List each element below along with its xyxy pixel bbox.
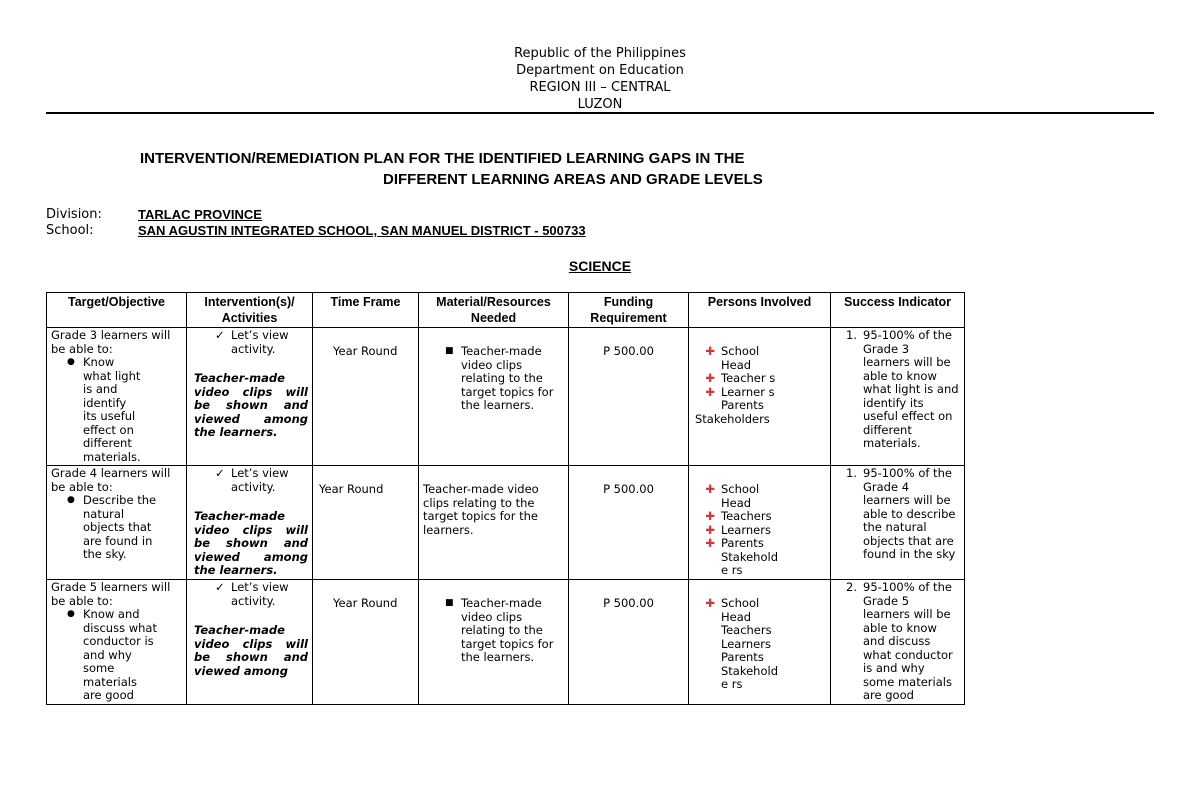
success-text: 95-100% of the Grade 4 learners will be able to describe the natural objects that are found in the sky xyxy=(863,466,956,561)
bullet-icon: ● xyxy=(67,609,75,619)
timeframe-text: Year Round xyxy=(333,596,398,610)
timeframe-cell xyxy=(313,328,419,466)
funding-text: P 500.00 xyxy=(603,344,654,358)
materials-item xyxy=(423,329,564,413)
person-row xyxy=(693,524,826,538)
header-persons: Persons Involved xyxy=(689,293,831,328)
persons-list xyxy=(693,581,826,692)
persons-cell xyxy=(689,580,831,705)
success-item xyxy=(835,329,960,451)
check-icon: ✓ xyxy=(215,466,225,480)
funding-cell xyxy=(569,580,689,705)
activity-item xyxy=(191,467,308,494)
person-extra: Stakeholders xyxy=(695,411,770,426)
materials-cell xyxy=(419,328,569,466)
target-intro: Grade 5 learners will be able to: xyxy=(51,580,171,608)
materials-cell xyxy=(419,580,569,705)
person-text: Teacher s xyxy=(721,371,776,385)
bullet-icon: ● xyxy=(67,357,75,367)
materials-item xyxy=(423,581,564,665)
header-materials: Material/Resources Needed xyxy=(419,293,569,328)
target-intro: Grade 4 learners will be able to: xyxy=(51,466,171,494)
header-line-3: REGION III – CENTRAL xyxy=(529,80,671,95)
funding-text: P 500.00 xyxy=(603,482,654,496)
target-item: Know what light is and identify its useful effect on different materials. xyxy=(83,355,141,464)
person-text: Learner s xyxy=(721,384,775,399)
header-timeframe: Time Frame xyxy=(313,293,419,328)
target-item: Describe the natural objects that are found in the sky. xyxy=(83,493,157,561)
target-cell xyxy=(47,328,187,466)
check-icon: ✓ xyxy=(215,580,225,594)
header-funding: Funding Requirement xyxy=(569,293,689,328)
success-cell xyxy=(831,466,965,580)
arrow-bullet-icon: ✚ xyxy=(705,482,715,496)
person-row xyxy=(693,399,826,413)
success-cell xyxy=(831,580,965,705)
person-row xyxy=(693,537,826,578)
person-text: Parents xyxy=(721,398,764,412)
funding-text: P 500.00 xyxy=(603,596,654,610)
success-cell xyxy=(831,328,965,466)
square-bullet-icon: ■ xyxy=(445,346,454,356)
header-line-2: Department on Education xyxy=(516,63,684,78)
success-text: 95-100% of the Grade 3 learners will be able to know what light is and identify its useful effect on different materials. xyxy=(863,328,959,450)
intervention-cell xyxy=(187,580,313,705)
header-success: Success Indicator xyxy=(831,293,965,328)
timeframe-text: Year Round xyxy=(333,344,398,358)
activity-text: Let’s view activity. xyxy=(231,580,289,608)
table-header-row xyxy=(47,293,965,328)
target-bullet xyxy=(51,608,182,703)
persons-cell xyxy=(689,328,831,466)
school-value: SAN AGUSTIN INTEGRATED SCHOOL, SAN MANUEL DISTRICT - 500733 xyxy=(138,223,586,238)
intervention-cell xyxy=(187,328,313,466)
activity-text: Let’s view activity. xyxy=(231,466,289,494)
materials-text: Teacher-made video clips relating to the target topics for the learners. xyxy=(423,482,539,537)
arrow-bullet-icon: ✚ xyxy=(705,509,715,523)
target-bullet xyxy=(51,494,182,562)
funding-cell xyxy=(569,328,689,466)
arrow-bullet-icon: ✚ xyxy=(705,344,715,358)
activity-item xyxy=(191,581,308,608)
person-text: School Head Teachers Learners Parents Stakehold e rs xyxy=(721,596,779,691)
plan-table xyxy=(46,292,965,705)
person-row xyxy=(693,372,826,386)
header-target: Target/Objective xyxy=(47,293,187,328)
person-row xyxy=(693,345,826,372)
target-item: Know and discuss what conductor is and why some materials are good xyxy=(83,607,157,702)
activity-note: Teacher-made video clips will be shown and viewed among the learners. xyxy=(194,509,308,577)
target-bullet xyxy=(51,356,182,464)
activity-note: Teacher-made video clips will be shown and viewed among xyxy=(194,623,308,678)
subject-heading: SCIENCE xyxy=(568,258,632,274)
person-row xyxy=(693,597,826,692)
table-row xyxy=(47,328,965,466)
title-line-2: DIFFERENT LEARNING AREAS AND GRADE LEVELS xyxy=(383,171,763,188)
success-number: 1. xyxy=(846,466,857,480)
person-text: School Head xyxy=(721,344,760,372)
success-text: 95-100% of the Grade 5 learners will be able to know and discuss what conductor is and why some materials are good xyxy=(863,580,953,702)
person-row xyxy=(693,510,826,524)
bullet-icon: ● xyxy=(67,495,75,505)
materials-text: Teacher-made video clips relating to the target topics for the learners. xyxy=(461,596,554,664)
person-text: School Head xyxy=(721,482,760,510)
check-icon: ✓ xyxy=(215,328,225,342)
timeframe-text: Year Round xyxy=(319,482,384,496)
table-row xyxy=(47,466,965,580)
timeframe-cell xyxy=(313,466,419,580)
materials-text: Teacher-made video clips relating to the target topics for the learners. xyxy=(461,344,554,412)
materials-cell xyxy=(419,466,569,580)
person-row xyxy=(693,386,826,400)
school-label: School: xyxy=(46,223,94,238)
target-cell xyxy=(47,466,187,580)
success-item xyxy=(835,581,960,703)
activity-note: Teacher-made video clips will be shown and viewed among the learners. xyxy=(194,371,308,439)
division-label: Division: xyxy=(46,207,102,222)
table-row xyxy=(47,580,965,705)
arrow-bullet-icon: ✚ xyxy=(705,536,715,550)
person-text: Teachers xyxy=(721,509,772,523)
header-line-4: LUZON xyxy=(577,97,623,112)
persons-list xyxy=(693,329,826,426)
arrow-bullet-icon: ✚ xyxy=(705,384,715,399)
person-text: Parents Stakehold e rs xyxy=(721,536,779,577)
timeframe-cell xyxy=(313,580,419,705)
document-header xyxy=(0,45,1200,113)
title-line-1: INTERVENTION/REMEDIATION PLAN FOR THE IDENTIFIED LEARNING GAPS IN THE xyxy=(140,150,745,167)
square-bullet-icon: ■ xyxy=(445,598,454,608)
intervention-cell xyxy=(187,466,313,580)
spacer xyxy=(693,399,721,413)
activity-text: Let’s view activity. xyxy=(231,328,289,356)
arrow-bullet-icon: ✚ xyxy=(705,371,715,385)
arrow-bullet-icon: ✚ xyxy=(705,596,715,610)
arrow-bullet-icon: ✚ xyxy=(705,522,715,537)
person-row xyxy=(693,483,826,510)
funding-cell xyxy=(569,466,689,580)
success-item xyxy=(835,467,960,562)
success-number: 2. xyxy=(846,580,857,594)
header-intervention: Intervention(s)/ Activities xyxy=(187,293,313,328)
activity-item xyxy=(191,329,308,356)
target-cell xyxy=(47,580,187,705)
header-divider xyxy=(46,112,1154,114)
persons-list xyxy=(693,467,826,578)
person-text: Learners xyxy=(721,522,771,537)
header-line-1: Republic of the Philippines xyxy=(514,46,686,61)
target-intro: Grade 3 learners will be able to: xyxy=(51,328,171,356)
division-value: TARLAC PROVINCE xyxy=(138,207,262,222)
success-number: 1. xyxy=(846,328,857,342)
persons-cell xyxy=(689,466,831,580)
